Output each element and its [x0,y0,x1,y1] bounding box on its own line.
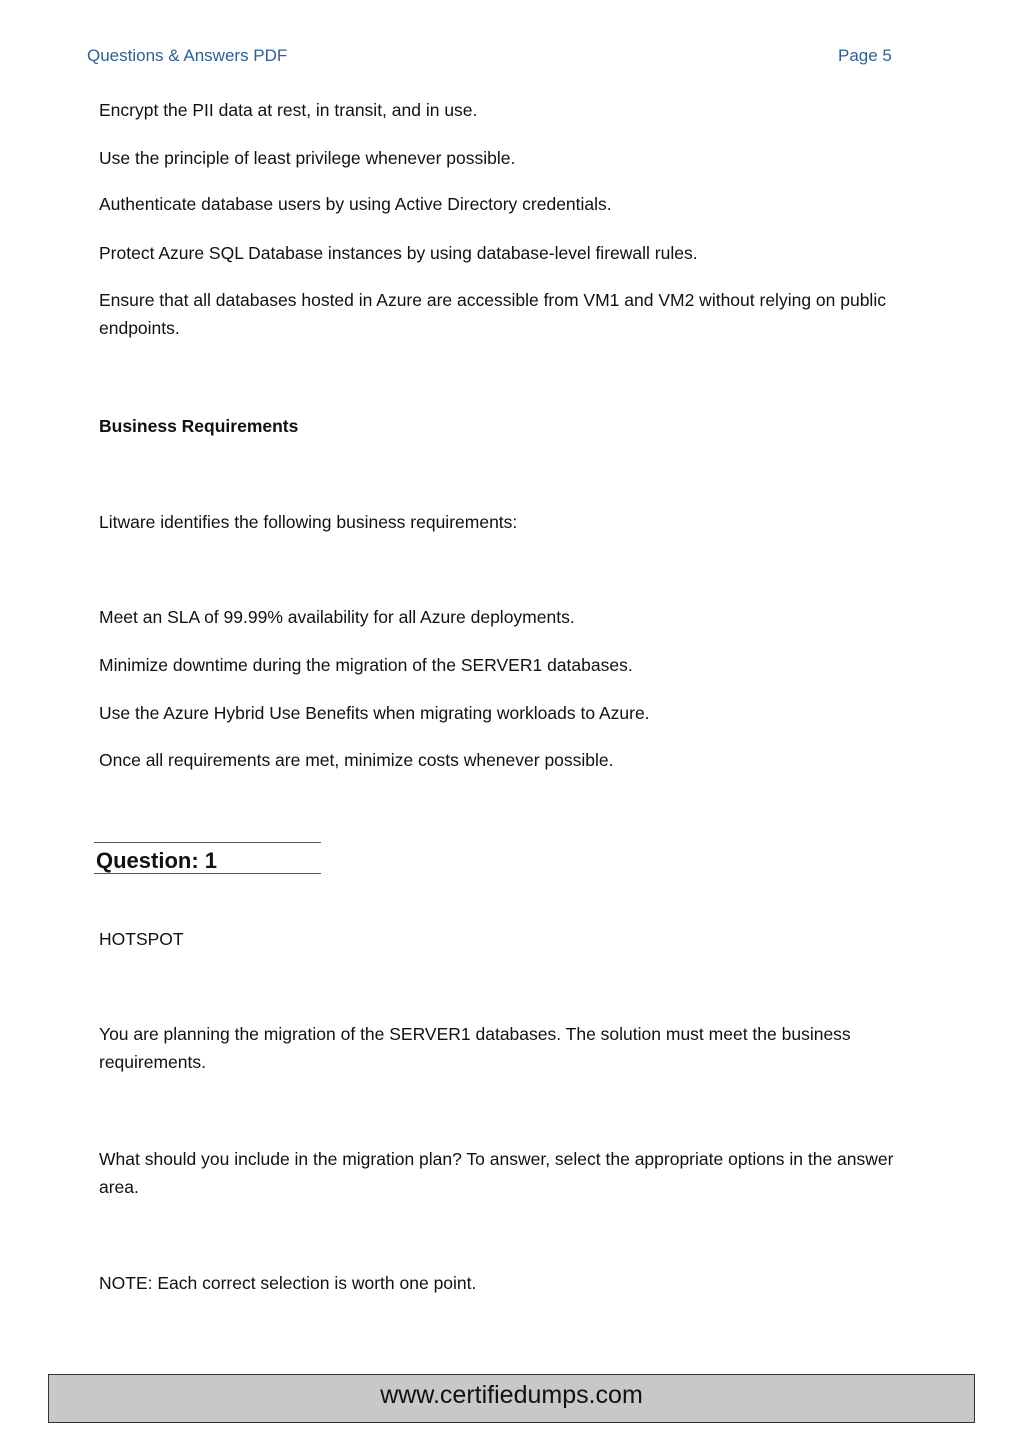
footer-url: www.certifiedumps.com [380,1381,643,1409]
requirement-item: Authenticate database users by using Active Directory credentials. [99,194,612,214]
requirement-item: Encrypt the PII data at rest, in transit, and in use. [99,100,478,120]
question-paragraph: You are planning the migration of the SERVER1 databases. The solution must meet the business requirements. [99,1024,851,1072]
requirement-item: Use the principle of least privilege whenever possible. [99,148,516,168]
question-type: HOTSPOT [99,929,184,949]
question-title: Question: 1 [96,848,218,873]
section-intro: Litware identifies the following business requirements: [99,512,518,532]
page-header-left: Questions & Answers PDF [87,46,288,65]
requirement-item: Protect Azure SQL Database instances by using database-level firewall rules. [99,243,698,263]
business-requirement-item: Once all requirements are met, minimize costs whenever possible. [99,750,614,770]
business-requirement-item: Use the Azure Hybrid Use Benefits when migrating workloads to Azure. [99,703,650,723]
question-note: NOTE: Each correct selection is worth one point. [99,1273,477,1293]
question-paragraph: What should you include in the migration plan? To answer, select the appropriate options in the answer area. [99,1149,894,1197]
section-heading: Business Requirements [99,416,299,436]
question-title-box [94,842,321,874]
page-number: Page 5 [838,46,892,65]
business-requirement-item: Meet an SLA of 99.99% availability for all Azure deployments. [99,607,575,627]
business-requirement-item: Minimize downtime during the migration of the SERVER1 databases. [99,655,633,675]
page-footer [48,1374,975,1423]
requirement-item: Ensure that all databases hosted in Azure are accessible from VM1 and VM2 without relying on public endpoints. [99,290,886,338]
